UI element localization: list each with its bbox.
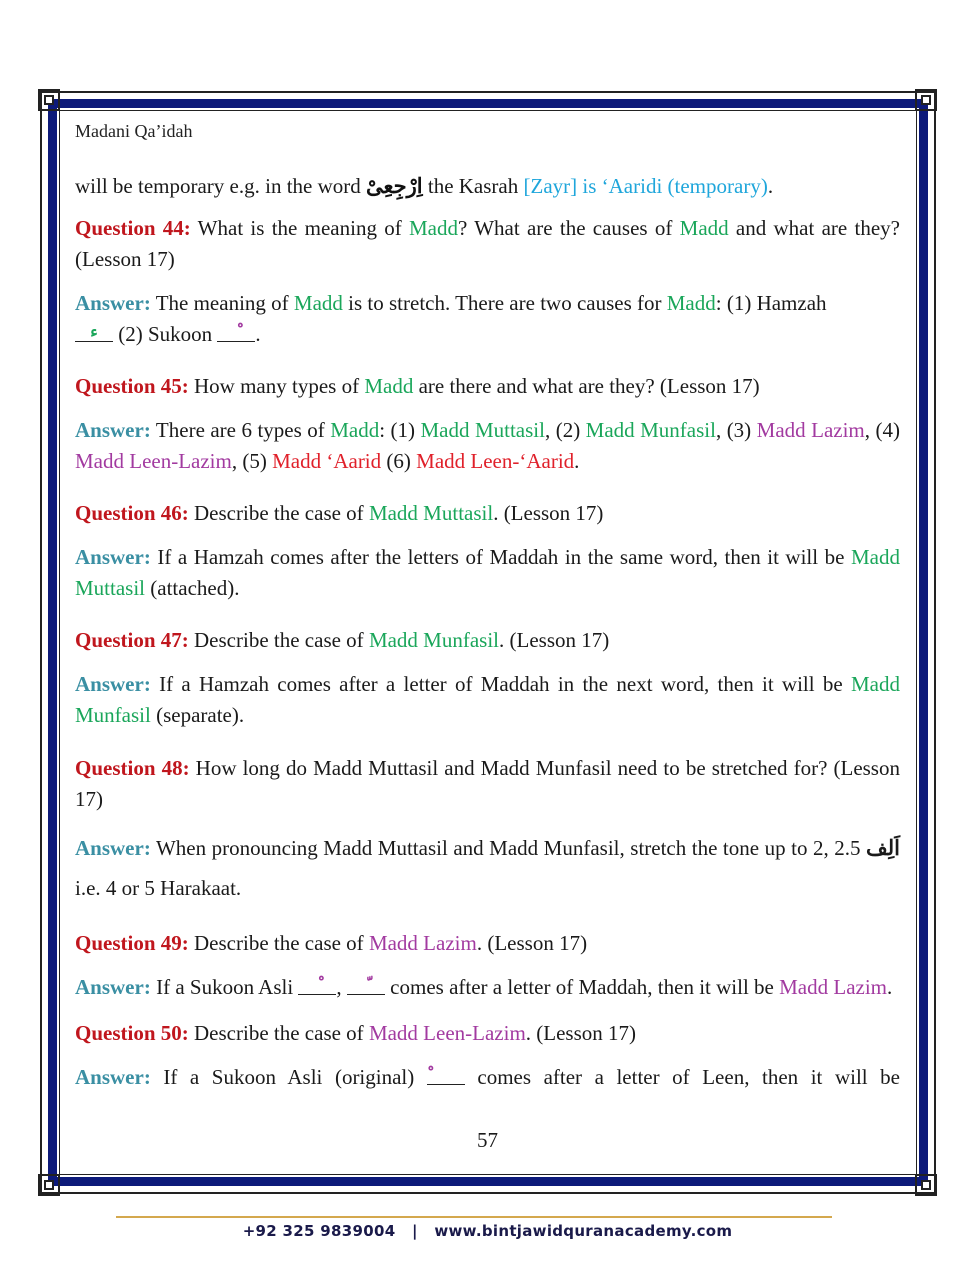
answer-49: Answer: If a Sukoon Asli , comes after a letter of Maddah, then it will be Madd Lazim. bbox=[75, 975, 893, 999]
sukoon-mark bbox=[427, 1066, 465, 1085]
hamzah-mark: ء bbox=[75, 323, 113, 342]
answer-45: Answer: There are 6 types of Madd: (1) Madd Muttasil, (2) Madd Munfasil, (3) Madd Lazim, (4) Madd Leen-Lazim, (5) Madd ‘Aarid (6) Madd Leen-‘Aarid. bbox=[75, 418, 900, 473]
question-46: Question 46: Describe the case of Madd Muttasil. (Lesson 17) bbox=[75, 501, 604, 525]
corner-ornament bbox=[915, 1174, 937, 1196]
sukoon-mark bbox=[217, 323, 255, 342]
question-44: Question 44: What is the meaning of Madd? What are the causes of Madd and what are they? (Lesson 17) bbox=[75, 216, 900, 271]
question-45: Question 45: How many types of Madd are there and what are they? (Lesson 17) bbox=[75, 374, 760, 398]
page-number: 57 bbox=[477, 1128, 498, 1152]
answer-50: Answer: If a Sukoon Asli (original) comes after a letter of Leen, then it will be bbox=[75, 1065, 900, 1089]
corner-ornament bbox=[915, 89, 937, 111]
page-content bbox=[75, 170, 900, 1093]
intro-paragraph: will be temporary e.g. in the word اِرْجِعِىْ the Kasrah [Zayr] is ‘Aaridi (temporary). bbox=[75, 173, 774, 198]
answer-48: Answer: When pronouncing Madd Muttasil and Madd Munfasil, stretch the tone up to 2, 2.5 اَلِف i.e. 4 or 5 Harakaat. bbox=[75, 835, 900, 900]
footer-contact: +92 325 9839004 | www.bintjawidquranacademy.com bbox=[242, 1222, 733, 1240]
answer-46: Answer: If a Hamzah comes after the letters of Maddah in the same word, then it will be Madd Muttasil (attached). bbox=[75, 545, 900, 600]
footer-divider bbox=[116, 1216, 832, 1218]
corner-ornament bbox=[38, 1174, 60, 1196]
running-header: Madani Qa’idah bbox=[75, 121, 193, 141]
question-49: Question 49: Describe the case of Madd Lazim. (Lesson 17) bbox=[75, 931, 588, 955]
answer-44: Answer: The meaning of Madd is to stretch. There are two causes for Madd: (1) Hamzah ء (2) Sukoon . bbox=[75, 291, 827, 346]
question-48: Question 48: How long do Madd Muttasil and Madd Munfasil need to be stretched for? (Lesson 17) bbox=[75, 756, 900, 811]
corner-ornament bbox=[38, 89, 60, 111]
question-50: Question 50: Describe the case of Madd Leen-Lazim. (Lesson 17) bbox=[75, 1021, 637, 1045]
answer-47: Answer: If a Hamzah comes after a letter of Maddah in the next word, then it will be Madd Munfasil (separate). bbox=[75, 672, 900, 727]
shaddah-mark bbox=[347, 976, 385, 995]
arabic-alif: اَلِف bbox=[866, 835, 900, 860]
arabic-word: اِرْجِعِىْ bbox=[366, 173, 423, 198]
question-47: Question 47: Describe the case of Madd Munfasil. (Lesson 17) bbox=[75, 628, 610, 652]
sukoon-mark bbox=[298, 976, 336, 995]
